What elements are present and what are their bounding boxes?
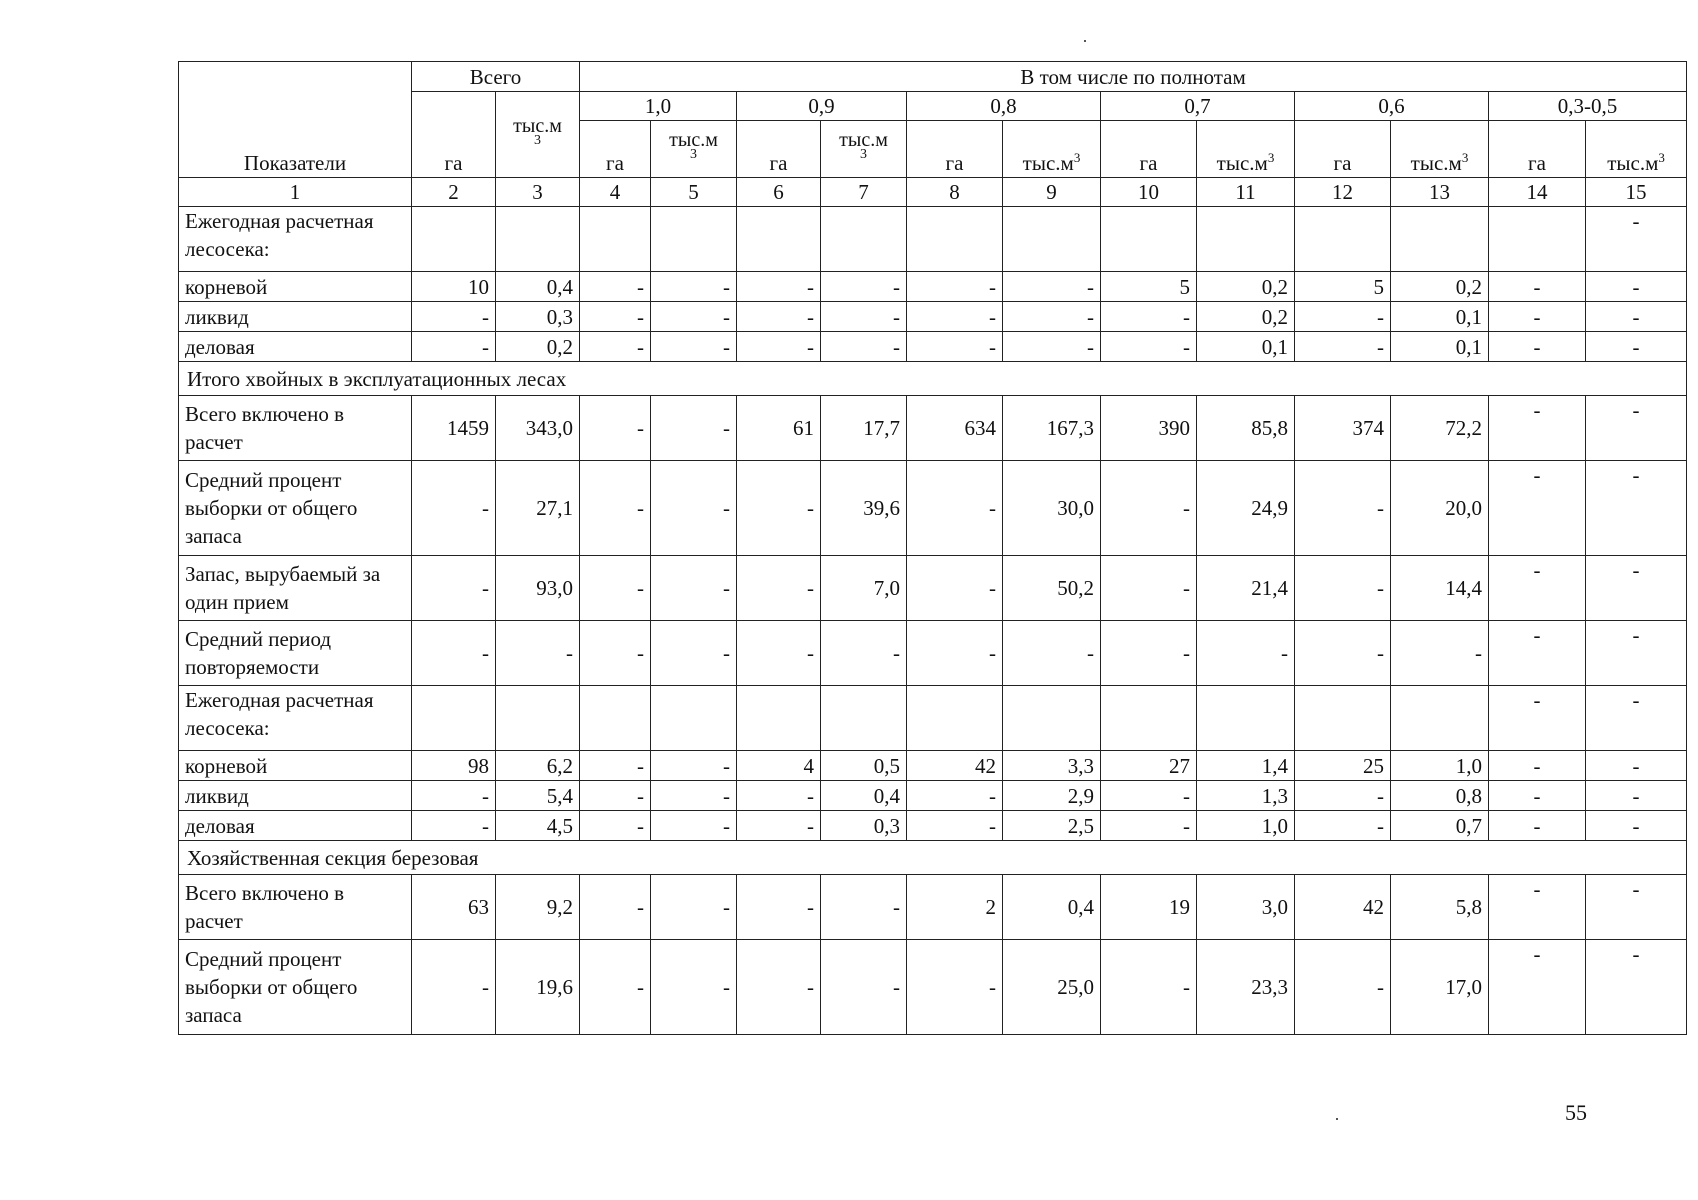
table-cell: 0,3	[496, 302, 580, 332]
table-cell: 61	[737, 396, 821, 461]
table-cell: -	[737, 302, 821, 332]
row-label: Запас, вырубаемый за один прием	[179, 556, 412, 621]
row-label: ликвид	[179, 302, 412, 332]
table-row	[179, 751, 1687, 781]
table-cell: 634	[907, 396, 1003, 461]
row-label: Средний период повторяемости	[179, 621, 412, 686]
col-number: 7	[821, 178, 907, 207]
table-cell: -	[651, 940, 737, 1035]
table-row	[179, 207, 1687, 272]
table-cell: -	[1489, 272, 1586, 302]
table-cell: 19	[1101, 875, 1197, 940]
density-0-3-0-5: 0,3-0,5	[1489, 92, 1687, 121]
table-cell	[1197, 686, 1295, 751]
table-cell: -	[580, 461, 651, 556]
density-0-6: 0,6	[1295, 92, 1489, 121]
table-cell: -	[1295, 940, 1391, 1035]
table-cell: -	[907, 940, 1003, 1035]
table-cell: 0,2	[1197, 272, 1295, 302]
table-cell: -	[1489, 875, 1586, 940]
table-cell: -	[412, 302, 496, 332]
section-row	[179, 362, 1687, 396]
m3-header: $тыс.м^3$	[1197, 121, 1295, 178]
table-cell: -	[1586, 556, 1687, 621]
table-cell: -	[1586, 811, 1687, 841]
table-cell: -	[737, 272, 821, 302]
ha-header: га	[1489, 121, 1586, 178]
table-cell: 5	[1101, 272, 1197, 302]
table-cell: 20,0	[1391, 461, 1489, 556]
table-cell: 19,6	[496, 940, 580, 1035]
m3-header: тыс.м 3	[651, 121, 737, 178]
table-cell: -	[821, 621, 907, 686]
table-cell	[821, 686, 907, 751]
table-cell: -	[737, 556, 821, 621]
table-cell: -	[412, 461, 496, 556]
table-cell: -	[580, 940, 651, 1035]
table-cell: -	[1489, 332, 1586, 362]
table-cell: 3,3	[1003, 751, 1101, 781]
table-cell: -	[1003, 272, 1101, 302]
table-cell: -	[1101, 811, 1197, 841]
table-cell: -	[651, 396, 737, 461]
table-cell	[1003, 686, 1101, 751]
table-cell: -	[1489, 751, 1586, 781]
table-cell: 0,7	[1391, 811, 1489, 841]
table-cell: -	[580, 556, 651, 621]
indicator-header: Показатели	[179, 62, 412, 178]
table-cell: -	[1101, 781, 1197, 811]
table-cell: -	[651, 556, 737, 621]
table-cell: -	[1586, 940, 1687, 1035]
table-cell: -	[1586, 302, 1687, 332]
table-cell: 50,2	[1003, 556, 1101, 621]
m3-header: тыс.м 3	[821, 121, 907, 178]
scan-speck	[1084, 40, 1086, 42]
table-cell: 0,1	[1391, 332, 1489, 362]
table-cell: 23,3	[1197, 940, 1295, 1035]
row-label: деловая	[179, 332, 412, 362]
header-row-1	[179, 62, 1687, 92]
table-cell: 5,8	[1391, 875, 1489, 940]
table-row	[179, 686, 1687, 751]
table-cell: 85,8	[1197, 396, 1295, 461]
table-cell: -	[412, 781, 496, 811]
table-row	[179, 940, 1687, 1035]
table-cell: 25,0	[1003, 940, 1101, 1035]
table-cell: -	[1489, 556, 1586, 621]
table-row	[179, 621, 1687, 686]
table-cell: 5,4	[496, 781, 580, 811]
table-cell: -	[821, 940, 907, 1035]
table-cell	[737, 686, 821, 751]
table-cell: 0,4	[496, 272, 580, 302]
table-cell: -	[1003, 621, 1101, 686]
col-number: 15	[1586, 178, 1687, 207]
col-number: 11	[1197, 178, 1295, 207]
table-cell: -	[1295, 621, 1391, 686]
table-cell: -	[1586, 686, 1687, 751]
table-cell: -	[821, 302, 907, 332]
table-cell: -	[1295, 332, 1391, 362]
table-cell: -	[412, 556, 496, 621]
table-cell: -	[1586, 272, 1687, 302]
table-row	[179, 302, 1687, 332]
table-cell: -	[1391, 621, 1489, 686]
table-cell: 72,2	[1391, 396, 1489, 461]
table-cell: 0,3	[821, 811, 907, 841]
table-cell: 27,1	[496, 461, 580, 556]
table-cell: -	[580, 811, 651, 841]
table-cell: -	[580, 621, 651, 686]
table-cell: -	[1295, 556, 1391, 621]
table-cell: -	[1489, 940, 1586, 1035]
col-number: 8	[907, 178, 1003, 207]
table-cell: -	[651, 751, 737, 781]
row-label: корневой	[179, 751, 412, 781]
table-cell: 390	[1101, 396, 1197, 461]
scan-speck	[1336, 1118, 1338, 1120]
table-cell: 2,9	[1003, 781, 1101, 811]
table-cell	[1101, 686, 1197, 751]
table-cell: -	[1295, 302, 1391, 332]
density-group-header: В том числе по полнотам	[580, 62, 1687, 92]
ha-header: га	[580, 121, 651, 178]
table-cell: -	[907, 272, 1003, 302]
table-cell: -	[907, 621, 1003, 686]
row-label: деловая	[179, 811, 412, 841]
table-cell: -	[1489, 621, 1586, 686]
table-cell: 1,4	[1197, 751, 1295, 781]
col-number: 4	[580, 178, 651, 207]
table-cell: -	[1101, 461, 1197, 556]
density-1-0: 1,0	[580, 92, 737, 121]
table-row	[179, 811, 1687, 841]
row-label: Всего включено в расчет	[179, 396, 412, 461]
table-cell: 0,4	[1003, 875, 1101, 940]
table-cell: 374	[1295, 396, 1391, 461]
table-cell: -	[1489, 461, 1586, 556]
table-cell	[496, 686, 580, 751]
table-cell	[412, 686, 496, 751]
table-cell: 0,1	[1197, 332, 1295, 362]
table-cell: -	[1295, 781, 1391, 811]
col-number: 9	[1003, 178, 1101, 207]
col-number: 6	[737, 178, 821, 207]
table-cell: 98	[412, 751, 496, 781]
table-cell: -	[737, 781, 821, 811]
table-cell: -	[1586, 461, 1687, 556]
table-cell: -	[737, 811, 821, 841]
table-cell: -	[651, 811, 737, 841]
table-cell: 0,4	[821, 781, 907, 811]
table-cell: 0,2	[496, 332, 580, 362]
density-0-8: 0,8	[907, 92, 1101, 121]
table-cell: -	[821, 875, 907, 940]
table-cell: 24,9	[1197, 461, 1295, 556]
table-cell: -	[496, 621, 580, 686]
table-cell: -	[907, 811, 1003, 841]
section-title: Итого хвойных в эксплуатационных лесах	[179, 362, 1687, 396]
table-cell: -	[412, 811, 496, 841]
col-number: 14	[1489, 178, 1586, 207]
table-cell: -	[907, 332, 1003, 362]
table-cell: 0,2	[1391, 272, 1489, 302]
table-cell: 343,0	[496, 396, 580, 461]
row-label: Всего включено в расчет	[179, 875, 412, 940]
density-0-7: 0,7	[1101, 92, 1295, 121]
total-m3-header: тыс.м 3	[496, 92, 580, 178]
table-cell: -	[1586, 396, 1687, 461]
col-number: 12	[1295, 178, 1391, 207]
table-cell	[580, 686, 651, 751]
table-cell: -	[1489, 686, 1586, 751]
table-cell: -	[1101, 621, 1197, 686]
table-cell: 42	[1295, 875, 1391, 940]
ha-header: га	[1295, 121, 1391, 178]
m3-header: $тыс.м^3$	[1391, 121, 1489, 178]
table-cell: 0,2	[1197, 302, 1295, 332]
table-cell: 0,8	[1391, 781, 1489, 811]
table-cell: -	[821, 332, 907, 362]
table-cell: -	[737, 621, 821, 686]
data-table	[178, 61, 1687, 1035]
table-cell: 1,0	[1391, 751, 1489, 781]
table-cell: -	[580, 751, 651, 781]
table-cell: -	[651, 302, 737, 332]
table-cell: 1459	[412, 396, 496, 461]
table-cell: -	[737, 940, 821, 1035]
table-cell: -	[651, 781, 737, 811]
ha-header: га	[907, 121, 1003, 178]
table-cell	[651, 686, 737, 751]
table-row	[179, 461, 1687, 556]
table-cell	[907, 686, 1003, 751]
row-label: Ежегодная расчетная лесосека:	[179, 207, 412, 272]
table-cell: 30,0	[1003, 461, 1101, 556]
table-cell: 42	[907, 751, 1003, 781]
table-cell: -	[412, 621, 496, 686]
table-cell: -	[1586, 332, 1687, 362]
column-number-row	[179, 178, 1687, 207]
table-cell: -	[907, 781, 1003, 811]
ha-header: га	[737, 121, 821, 178]
row-label: Средний процент выборки от общего запаса	[179, 461, 412, 556]
row-label: ликвид	[179, 781, 412, 811]
table-cell: 25	[1295, 751, 1391, 781]
table-cell: 1,3	[1197, 781, 1295, 811]
table-cell: -	[580, 302, 651, 332]
table-cell: -	[412, 332, 496, 362]
table-cell: -	[651, 272, 737, 302]
table-cell: -	[1003, 332, 1101, 362]
table-cell: 39,6	[821, 461, 907, 556]
table-cell: -	[1586, 621, 1687, 686]
table-cell: -	[1489, 302, 1586, 332]
table-cell: 27	[1101, 751, 1197, 781]
table-row	[179, 396, 1687, 461]
table-cell: -	[1586, 751, 1687, 781]
table-cell: -	[1586, 781, 1687, 811]
table-sheet	[178, 61, 1686, 1035]
table-cell: 0,1	[1391, 302, 1489, 332]
table-cell: 3,0	[1197, 875, 1295, 940]
table-cell: -	[737, 875, 821, 940]
table-cell: 63	[412, 875, 496, 940]
section-title: Хозяйственная секция березовая	[179, 841, 1687, 875]
table-cell: -	[1101, 940, 1197, 1035]
col-number: 13	[1391, 178, 1489, 207]
table-cell: -	[651, 332, 737, 362]
table-cell: 0,5	[821, 751, 907, 781]
table-row	[179, 272, 1687, 302]
row-label: Средний процент выборки от общего запаса	[179, 940, 412, 1035]
table-cell: 17,7	[821, 396, 907, 461]
table-cell: -	[1295, 811, 1391, 841]
table-cell: -	[580, 396, 651, 461]
table-cell	[1391, 686, 1489, 751]
table-row	[179, 332, 1687, 362]
page-number: 55	[1565, 1100, 1587, 1125]
table-cell: 2,5	[1003, 811, 1101, 841]
table-cell: -	[651, 621, 737, 686]
table-cell: 7,0	[821, 556, 907, 621]
table-cell: -	[907, 302, 1003, 332]
table-cell	[1295, 686, 1391, 751]
table-cell: 4	[737, 751, 821, 781]
table-cell: -	[1489, 781, 1586, 811]
total-header: Всего	[412, 62, 580, 92]
col-number: 10	[1101, 178, 1197, 207]
table-cell: -	[1197, 621, 1295, 686]
table-cell: 9,2	[496, 875, 580, 940]
ha-header: га	[1101, 121, 1197, 178]
table-cell: 10	[412, 272, 496, 302]
table-cell: -	[821, 272, 907, 302]
table-cell: -	[1101, 302, 1197, 332]
table-cell: -	[651, 461, 737, 556]
table-cell: -	[1586, 875, 1687, 940]
table-cell: 6,2	[496, 751, 580, 781]
col-number: 3	[496, 178, 580, 207]
col-number: 2	[412, 178, 496, 207]
table-cell: 21,4	[1197, 556, 1295, 621]
table-cell: -	[580, 781, 651, 811]
table-cell: -	[1101, 332, 1197, 362]
table-cell: 14,4	[1391, 556, 1489, 621]
m3-header: $тыс.м^3$	[1003, 121, 1101, 178]
table-cell: -	[580, 332, 651, 362]
total-ha-header: га	[412, 92, 496, 178]
table-cell: -	[580, 272, 651, 302]
table-cell: 1,0	[1197, 811, 1295, 841]
table-cell: 93,0	[496, 556, 580, 621]
table-cell: -	[1489, 811, 1586, 841]
table-cell: -	[1003, 302, 1101, 332]
table-cell: 167,3	[1003, 396, 1101, 461]
col-number: 5	[651, 178, 737, 207]
table-cell: 4,5	[496, 811, 580, 841]
table-cell: -	[412, 940, 496, 1035]
table-cell: -	[737, 332, 821, 362]
table-cell: -	[580, 875, 651, 940]
table-cell: -	[1586, 207, 1687, 272]
table-cell: 2	[907, 875, 1003, 940]
table-cell: -	[651, 875, 737, 940]
table-cell: -	[737, 461, 821, 556]
table-cell: 17,0	[1391, 940, 1489, 1035]
table-cell: -	[907, 461, 1003, 556]
row-label: Ежегодная расчетная лесосека:	[179, 686, 412, 751]
col-number: 1	[179, 178, 412, 207]
table-cell: -	[1295, 461, 1391, 556]
row-label: корневой	[179, 272, 412, 302]
density-0-9: 0,9	[737, 92, 907, 121]
table-row	[179, 556, 1687, 621]
table-cell: -	[1101, 556, 1197, 621]
table-row	[179, 781, 1687, 811]
section-row	[179, 841, 1687, 875]
table-cell: -	[1489, 396, 1586, 461]
table-cell: -	[907, 556, 1003, 621]
table-cell: 5	[1295, 272, 1391, 302]
m3-header: $тыс.м^3$	[1586, 121, 1687, 178]
table-row	[179, 875, 1687, 940]
